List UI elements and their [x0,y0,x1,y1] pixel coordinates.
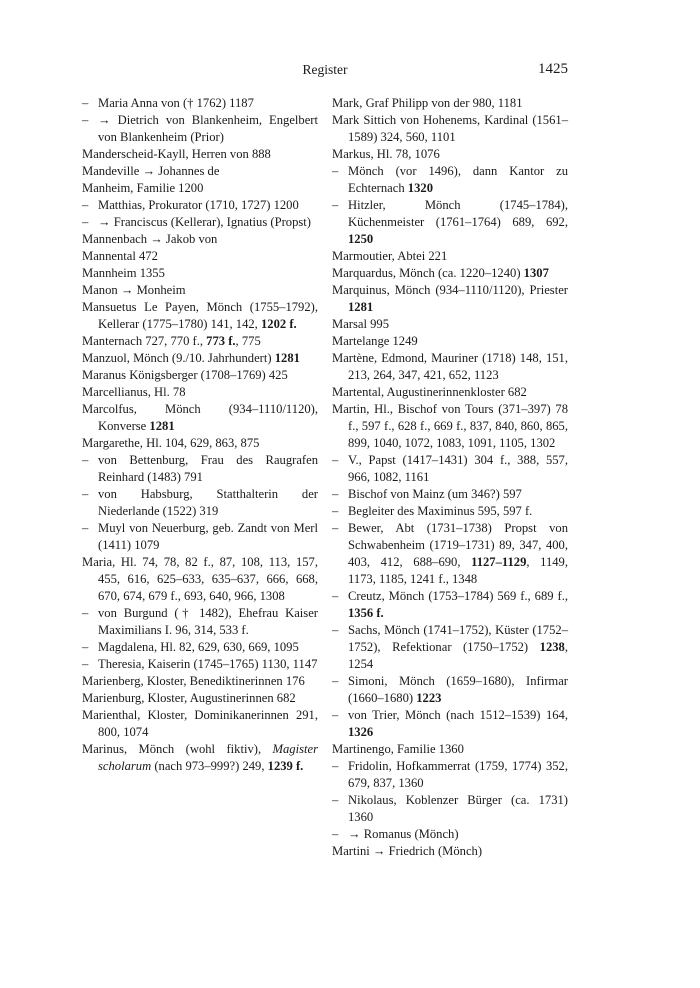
index-subentry: – → Franciscus (Kellerar), Ignatius (Propst) [82,215,311,229]
subentry-dash: – [82,657,89,671]
index-entry: Marinus, Mönch (wohl fiktiv), Magister scholarum (nach 973–999?) 249, 1239 f. [82,742,318,773]
index-subentry: – Bewer, Abt (1731–1738) Propst von Schwabenheim (1719–1731) 89, 347, 400, 403, 412, 688–690, 1127–1129, 1149, 1173, 1185, 1241 f., 1348 [332,521,569,586]
index-subentry: – von Trier, Mönch (nach 1512–1539) 164, 1326 [332,708,568,739]
subentry-dash: – [332,487,339,501]
index-entry: Manzuol, Mönch (9./10. Jahrhundert) 1281 [82,351,300,365]
subentry-dash: – [332,521,339,535]
index-entry: Marquinus, Mönch (934–1110/1120), Priester 1281 [332,283,568,314]
index-entry: Martin, Hl., Bischof von Tours (371–397) 78 f., 597 f., 628 f., 669 f., 837, 840, 860, 865, 899, 1040, 1072, 1083, 1091, 1105, 1302 [332,402,568,450]
subentry-dash: – [332,164,339,178]
index-entry: Mark, Graf Philipp von der 980, 1181 [332,96,523,110]
index-subentry: – Sachs, Mönch (1741–1752), Küster (1752–1752), Refektionar (1750–1752) 1238, 1254 [332,623,568,671]
index-entry: Marienburg, Kloster, Augustinerinnen 682 [82,691,296,705]
subentry-dash: – [332,708,339,722]
index-subentry: – Muyl von Neuerburg, geb. Zandt von Merl (1411) 1079 [82,521,318,552]
subentry-dash: – [82,487,89,501]
index-entry: Marienthal, Kloster, Dominikanerinnen 291, 800, 1074 [82,708,318,739]
index-subentry: – Matthias, Prokurator (1710, 1727) 1200 [82,198,299,212]
index-entry: Maria, Hl. 74, 78, 82 f., 87, 108, 113, 157, 455, 616, 625–633, 635–637, 666, 668, 670, 674, 679 f., 693, 640, 966, 1308 [82,555,318,603]
subentry-dash: – [332,827,339,841]
subentry-dash: – [332,504,339,518]
index-entry: Mannheim 1355 [82,266,165,280]
index-entry: Martelange 1249 [332,334,418,348]
index-entry: Marmoutier, Abtei 221 [332,249,448,263]
index-entry: Maranus Königsberger (1708–1769) 425 [82,368,288,382]
index-subentry: – V., Papst (1417–1431) 304 f., 388, 557, 966, 1082, 1161 [332,453,568,484]
index-entry: Markus, Hl. 78, 1076 [332,147,440,161]
index-entry: Marienberg, Kloster, Benediktinerinnen 176 [82,674,305,688]
index-subentry: – von Burgund († 1482), Ehefrau Kaiser Maximilians I. 96, 314, 533 f. [82,606,318,637]
page-number: 1425 [538,61,568,77]
subentry-dash: – [332,674,339,688]
index-entry: Marsal 995 [332,317,390,331]
subentry-dash: – [82,606,89,620]
subentry-dash: – [82,113,89,127]
index-column-left [82,95,318,775]
index-entry: Martini → Friedrich (Mönch) [332,844,483,858]
subentry-dash: – [82,215,89,229]
index-entry: Marcolfus, Mönch (934–1110/1120), Konverse 1281 [82,402,318,433]
subentry-dash: – [82,198,89,212]
index-entry: Manternach 727, 770 f., 773 f., 775 [82,334,261,348]
index-entry: Martental, Augustinerinnenkloster 682 [332,385,527,399]
subentry-dash: – [332,759,339,773]
index-subentry: – Nikolaus, Koblenzer Bürger (ca. 1731) 1360 [332,793,568,824]
index-subentry: – → Romanus (Mönch) [332,827,459,841]
index-entry: Manderscheid-Kayll, Herren von 888 [82,147,271,161]
index-subentry: – Fridolin, Hofkammerrat (1759, 1774) 352, 679, 837, 1360 [332,759,568,790]
index-entry: Manon → Monheim [82,283,186,297]
subentry-dash: – [332,589,339,603]
index-entry: Marcellianus, Hl. 78 [82,385,186,399]
subentry-dash: – [332,198,339,212]
index-entry: Mannental 472 [82,249,158,263]
index-column-right [332,95,568,860]
index-subentry: – Theresia, Kaiserin (1745–1765) 1130, 1147 [82,657,318,671]
index-entry: Mark Sittich von Hohenems, Kardinal (1561–1589) 324, 560, 1101 [332,113,568,144]
index-subentry: – Magdalena, Hl. 82, 629, 630, 669, 1095 [82,640,299,654]
index-subentry: – von Bettenburg, Frau des Raugrafen Reinhard (1483) 791 [82,453,318,484]
index-entry: Mansuetus Le Payen, Mönch (1755–1792), Kellerar (1775–1780) 141, 142, 1202 f. [82,300,318,331]
index-entry: Marquardus, Mönch (ca. 1220–1240) 1307 [332,266,549,280]
index-subentry: – Hitzler, Mönch (1745–1784), Küchenmeister (1761–1764) 689, 692, 1250 [332,198,568,246]
index-entry: Manheim, Familie 1200 [82,181,204,195]
index-subentry: – Mönch (vor 1496), dann Kantor zu Echternach 1320 [332,164,568,195]
subentry-dash: – [82,453,89,467]
index-subentry: – → Dietrich von Blankenheim, Engelbert von Blankenheim (Prior) [82,113,318,144]
index-subentry: – Begleiter des Maximinus 595, 597 f. [332,504,533,518]
subentry-dash: – [332,623,339,637]
index-subentry: – Maria Anna von († 1762) 1187 [82,96,254,110]
page-header [82,62,568,82]
index-subentry: – von Habsburg, Statthalterin der Niederlande (1522) 319 [82,487,318,518]
index-entry: Mannenbach → Jakob von [82,232,218,246]
index-entry: Martinengo, Familie 1360 [332,742,464,756]
running-title: Register [302,62,348,77]
subentry-dash: – [82,640,89,654]
index-entry: Martène, Edmond, Mauriner (1718) 148, 151, 213, 264, 347, 421, 652, 1123 [332,351,568,382]
subentry-dash: – [332,793,339,807]
index-entry: Margarethe, Hl. 104, 629, 863, 875 [82,436,260,450]
subentry-dash: – [82,521,89,535]
index-subentry: – Bischof von Mainz (um 346?) 597 [332,487,522,501]
subentry-dash: – [332,453,339,467]
subentry-dash: – [82,96,89,110]
index-entry: Mandeville → Johannes de [82,164,220,178]
index-subentry: – Creutz, Mönch (1753–1784) 569 f., 689 f., 1356 f. [332,589,568,620]
index-subentry: – Simoni, Mönch (1659–1680), Infirmar (1660–1680) 1223 [332,674,568,705]
